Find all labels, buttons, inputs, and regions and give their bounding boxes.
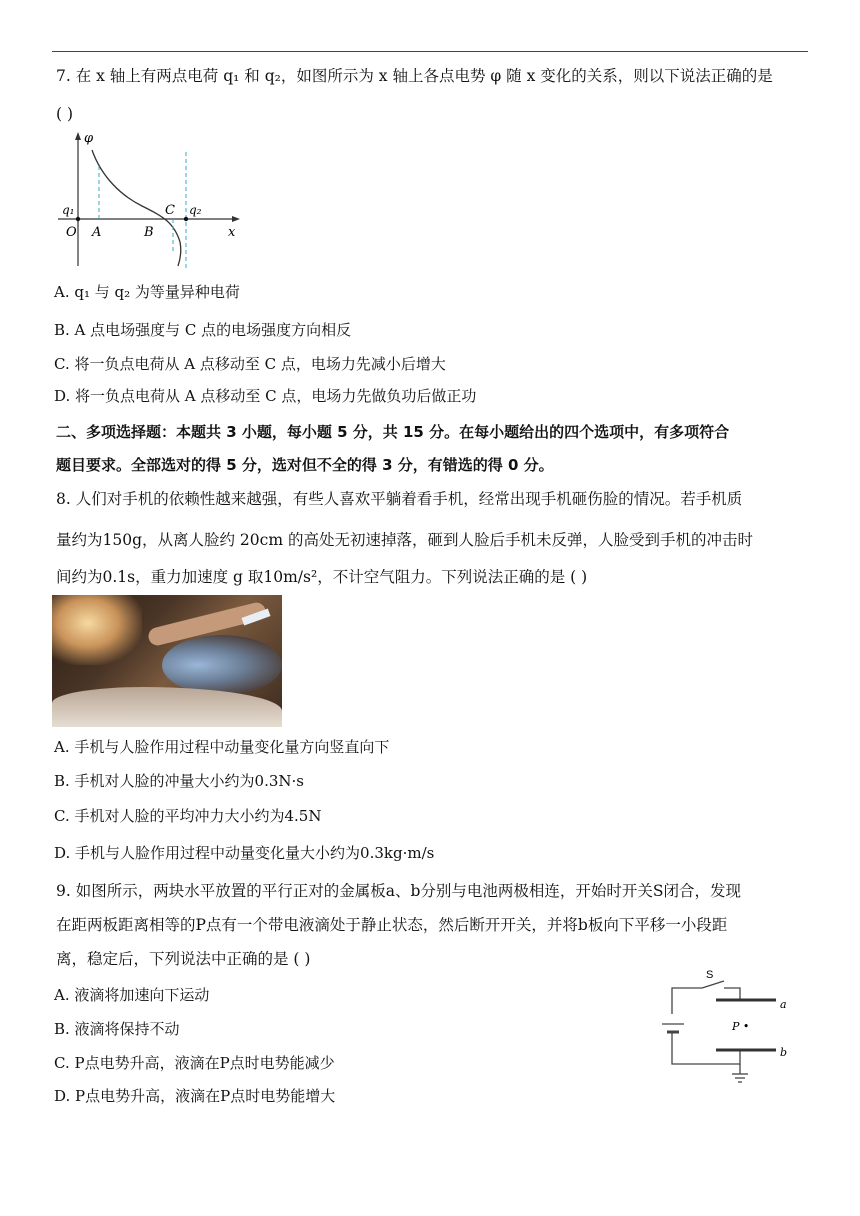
q2-label: q₂ [189, 203, 202, 217]
q7-answer-paren: ( ) [56, 105, 74, 123]
q9-stem-line2: 在距两板距离相等的P点有一个带电液滴处于静止状态，然后断开开关，并将b板向下平移一小段距 [56, 916, 728, 934]
q8-stem-line2: 量约为150g，从离人脸约 20cm 的高处无初速掉落，砸到人脸后手机未反弹，人脸受到手机的冲击时 [56, 531, 753, 549]
phone-in-bed-photo [52, 595, 282, 727]
x-axis-label: x [228, 225, 236, 240]
q8-option-a: A. 手机与人脸作用过程中动量变化量方向竖直向下 [54, 738, 390, 756]
plate-b-label: b [780, 1046, 788, 1059]
origin-label: O [66, 225, 77, 240]
point-p-label: P • [732, 1020, 750, 1033]
phi-label: φ [84, 131, 94, 146]
potential-graph [52, 128, 252, 270]
q7-stem: 7. 在 x 轴上有两点电荷 q₁ 和 q₂，如图所示为 x 轴上各点电势 φ 随 x 变化的关系，则以下说法正确的是 [56, 67, 773, 85]
top-rule [52, 51, 808, 52]
q8-option-b: B. 手机对人脸的冲量大小约为0.3N·s [54, 772, 305, 790]
q8-stem-line1: 8. 人们对手机的依赖性越来越强，有些人喜欢平躺着看手机，经常出现手机砸伤脸的情况。若手机质 [56, 490, 743, 508]
q9-option-c: C. P点电势升高，液滴在P点时电势能减少 [54, 1054, 335, 1072]
switch-label: S [706, 970, 714, 981]
section2-heading-line1: 二、多项选择题：本题共 3 小题，每小题 5 分，共 15 分。在每小题给出的四个选项中，有多项符合 [56, 423, 730, 441]
q9-stem-line3: 离，稳定后，下列说法中正确的是 ( ) [56, 950, 311, 968]
q9-option-b: B. 液滴将保持不动 [54, 1020, 180, 1038]
section2-heading-line2: 题目要求。全部选对的得 5 分，选对但不全的得 3 分，有错选的得 0 分。 [56, 456, 554, 474]
q9-option-d: D. P点电势升高，液滴在P点时电势能增大 [54, 1087, 336, 1105]
point-c-label: C [165, 203, 175, 218]
q7-option-d: D. 将一负点电荷从 A 点移动至 C 点，电场力先做负功后做正功 [54, 387, 477, 405]
capacitor-circuit-diagram [656, 970, 796, 1092]
q7-option-c: C. 将一负点电荷从 A 点移动至 C 点，电场力先减小后增大 [54, 355, 446, 373]
point-b-label: B [144, 225, 154, 240]
plate-a-label: a [780, 998, 787, 1011]
q9-option-a: A. 液滴将加速向下运动 [54, 986, 210, 1004]
q7-option-b: B. A 点电场强度与 C 点的电场强度方向相反 [54, 321, 352, 339]
q1-label: q₁ [62, 203, 75, 217]
point-a-label: A [92, 225, 102, 240]
q8-stem-line3: 间约为0.1s，重力加速度 g 取10m/s²，不计空气阻力。下列说法正确的是 ( ) [56, 568, 588, 586]
q7-option-a: A. q₁ 与 q₂ 为等量异种电荷 [54, 283, 240, 301]
q8-option-c: C. 手机对人脸的平均冲力大小约为4.5N [54, 807, 322, 825]
q9-stem-line1: 9. 如图所示，两块水平放置的平行正对的金属板a、b分别与电池两极相连，开始时开关S闭合，发现 [56, 882, 742, 900]
q8-option-d: D. 手机与人脸作用过程中动量变化量大小约为0.3kg·m/s [54, 844, 435, 862]
